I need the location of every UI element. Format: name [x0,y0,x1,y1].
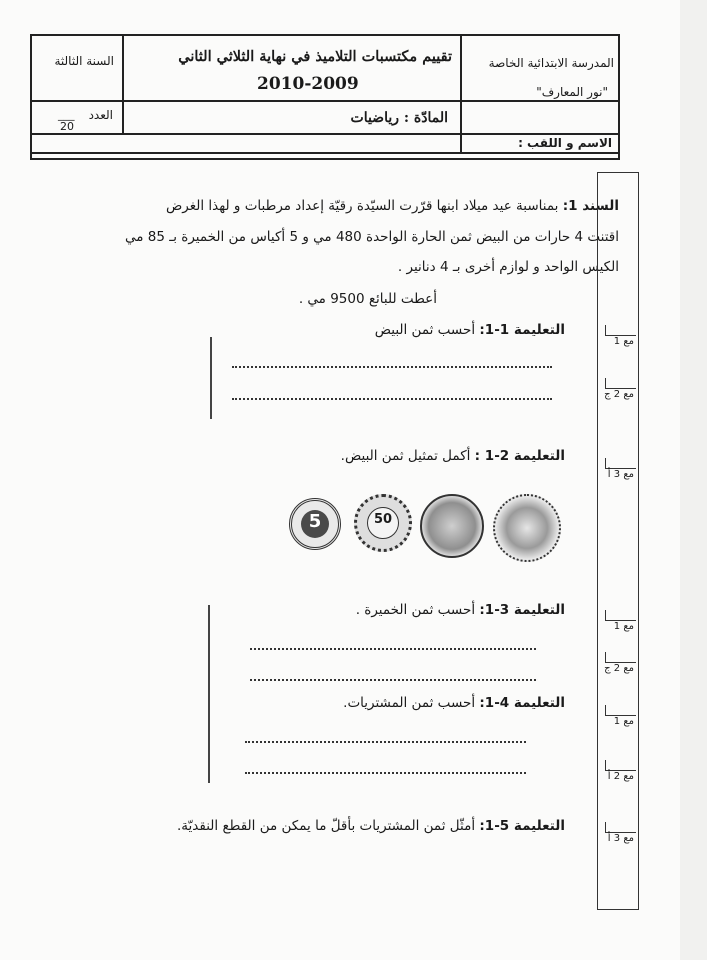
task-5-1 [177,818,565,834]
support-line-3: الكيس الواحد و لوازم أخرى بـ 4 دنانير . [397,259,619,275]
header-table [30,34,620,160]
header-divider [122,36,124,133]
task-4-1 [343,695,565,711]
task-1-1 [375,322,565,338]
criterion-box[interactable]: مع 1 [600,705,636,727]
coin-50-millimes [354,494,412,552]
answer-line[interactable] [250,679,536,681]
support-line-4: أعطت للبائع 9500 مي . [298,291,437,307]
exam-title: تقييم مكتسبات التلاميذ في نهاية الثلاثي الثاني [178,48,452,65]
criterion-box[interactable]: مع 2 أ [600,760,636,782]
task-label: التعليمة 1-1: [479,322,565,338]
task-3-1 [356,602,565,618]
answer-line[interactable] [232,398,552,400]
coin-1-dinar-portrait [493,494,561,562]
criterion-box[interactable]: مع 1 [600,610,636,632]
task-text: أمثّل ثمن المشتريات بأقلّ ما يمكن من القطع النقديّة. [177,818,476,834]
exam-year: 2010-2009 [257,74,359,94]
score-max: 20 [60,120,74,133]
support-line-1-text: بمناسبة عيد ميلاد ابنها قرّرت السيّدة رقيّة إعداد مرطبات و لهذا الغرض [165,198,559,214]
margin-line [208,605,210,783]
task-label: التعليمة 5-1: [479,818,565,834]
task-2-1 [341,448,565,464]
task-text: أحسب ثمن المشتريات. [343,695,476,711]
answer-line[interactable] [232,366,552,368]
criterion-box[interactable]: مع 2 ج [600,378,636,400]
support-line-2: اقتنت 4 حارات من البيض ثمن الحارة الواحدة 480 مي و 5 أكياس من الخميرة بـ 85 مي [125,229,619,245]
header-divider [32,100,618,102]
coin-5-millimes [289,498,341,550]
name-field-label: الاسم و اللقب : [518,136,612,150]
support-label: السند 1: [562,198,619,214]
criterion-box[interactable]: مع 2 ج [600,652,636,674]
criteria-column [597,172,639,910]
coin-1-dinar-fish [420,494,484,558]
score-blank: ___ [58,108,75,121]
answer-line[interactable] [250,648,536,650]
criterion-box[interactable]: مع 3 أ [600,458,636,480]
task-text: أحسب ثمن الخميرة . [355,602,476,618]
school-subname: "نور المعارف" [536,85,608,99]
criterion-box[interactable]: مع 1 [600,325,636,347]
page-edge [680,0,707,960]
grade-level: السنة الثالثة [54,54,114,68]
coin-value: 50 [373,512,393,527]
school-name: المدرسة الابتدائية الخاصة [488,56,614,70]
answer-line[interactable] [245,772,526,774]
coin-value: 5 [308,511,322,532]
criterion-box[interactable]: مع 3 أ [600,822,636,844]
answer-line[interactable] [245,741,526,743]
task-text: أكمل تمثيل ثمن البيض. [340,448,471,464]
header-divider [32,133,618,135]
score-label: العدد [88,108,113,122]
header-divider [460,36,462,152]
support-line-1 [166,198,619,214]
task-label: التعليمة 3-1: [479,602,565,618]
subject: المادّة : رياضيات [350,110,448,126]
header-divider [32,152,618,154]
task-text: أحسب ثمن البيض [374,322,476,338]
task-label: التعليمة 4-1: [479,695,565,711]
margin-line [210,337,212,419]
task-label: التعليمة 2-1 : [474,448,565,464]
